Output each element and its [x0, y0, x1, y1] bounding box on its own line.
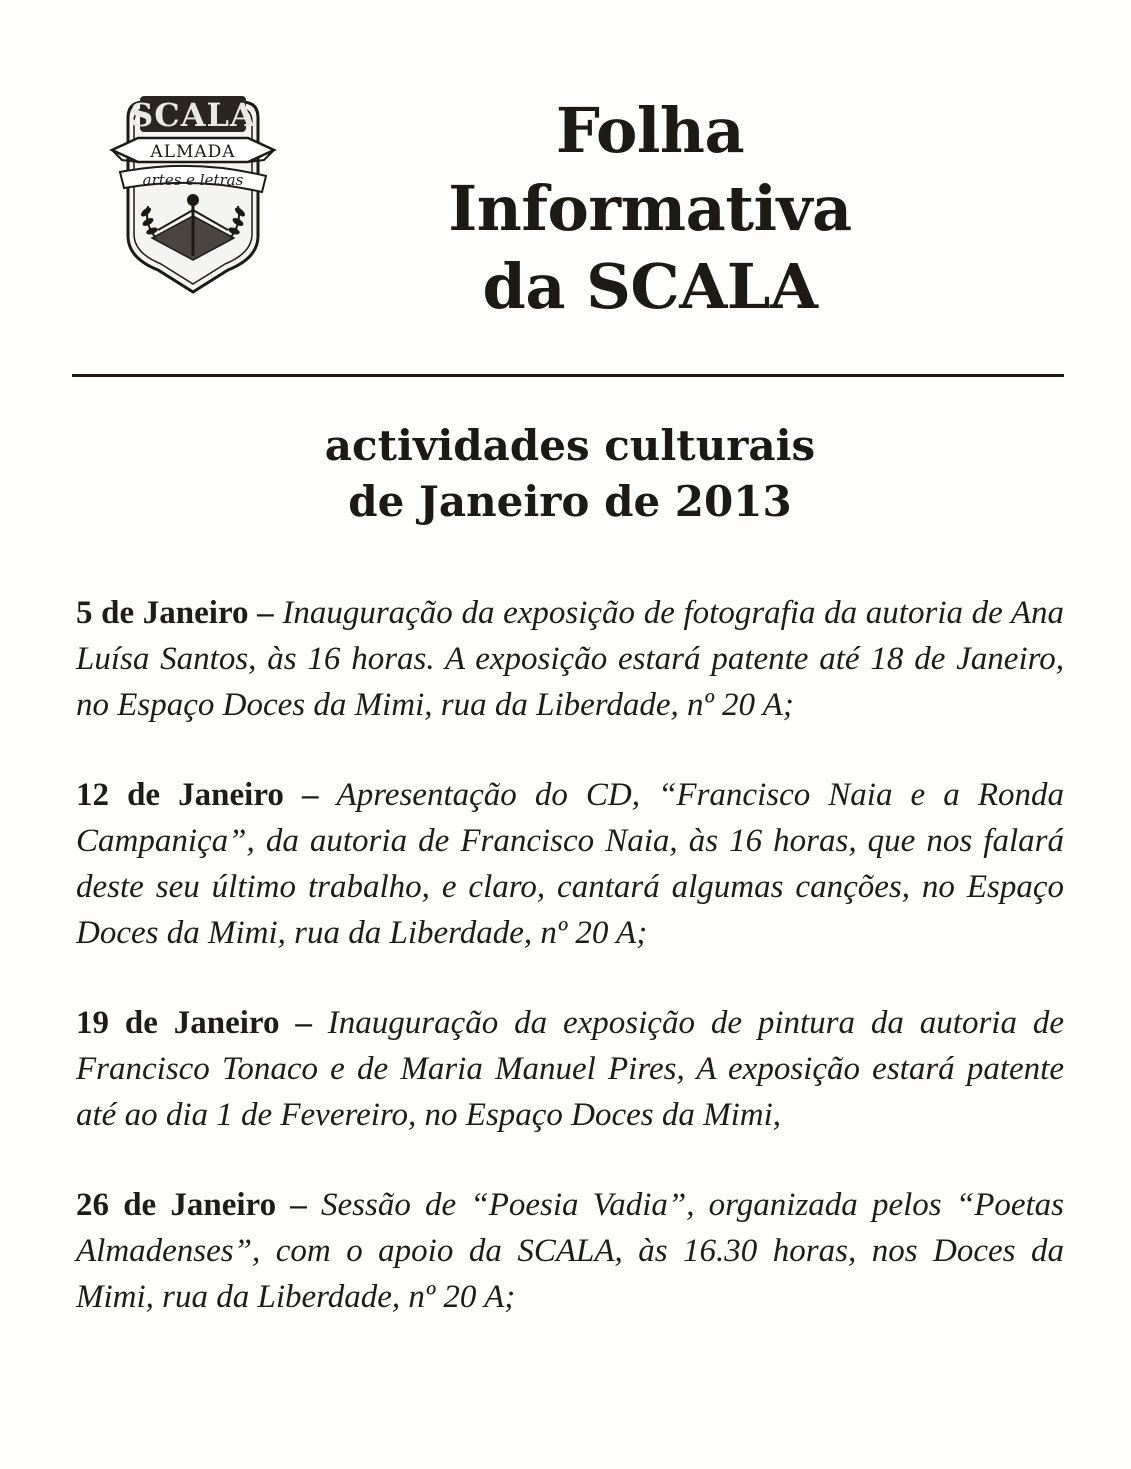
title-line-1: Folha — [555, 94, 745, 167]
header-divider — [72, 374, 1064, 377]
event-separator: – — [283, 777, 337, 813]
event-item — [76, 590, 1064, 728]
event-date: 5 de Janeiro — [76, 595, 249, 631]
event-item — [76, 772, 1064, 956]
event-item — [76, 1182, 1064, 1320]
document-title — [400, 92, 900, 326]
subtitle-line-1: actividades culturais — [324, 421, 816, 470]
subtitle-line-2: de Janeiro de 2013 — [348, 477, 792, 526]
event-separator: – — [279, 1005, 328, 1041]
logo-name-text: SCALA — [130, 96, 256, 134]
event-description: Apresentação do CD, “Francisco Naia e a Ronda Campaniça”, da autoria de Francisco Naia, às 16 horas, que nos falará deste seu último trabalho, e claro, cantará algumas canções, no Espaço Doces da Mimi, rua da Liberdade, nº 20 A; — [76, 777, 1064, 951]
logo-banner-text: ALMADA — [150, 142, 236, 162]
section-subtitle — [150, 418, 990, 530]
event-date: 19 de Janeiro — [76, 1005, 280, 1041]
event-separator: – — [276, 1187, 321, 1223]
event-description: Sessão de “Poesia Vadia”, organizada pelos “Poetas Almadenses”, com o apoio da SCALA, às 16.30 horas, nos Doces da Mimi, rua da Liberdade, nº 20 A; — [76, 1187, 1065, 1315]
event-description: Inauguração da exposição de fotografia da autoria de Ana Luísa Santos, às 16 horas. A exposição estará patente até 18 de Janeiro, no Espaço Doces da Mimi, rua da Liberdade, nº 20 A; — [76, 595, 1064, 723]
logo-motto-text: artes e letras — [142, 171, 244, 189]
event-item — [76, 1000, 1064, 1138]
title-line-2: Informativa — [448, 172, 852, 245]
event-date: 26 de Janeiro — [76, 1187, 277, 1223]
events-list — [76, 590, 1064, 1364]
scala-crest-logo — [108, 88, 278, 294]
event-date: 12 de Janeiro — [76, 777, 284, 813]
title-line-3: da SCALA — [482, 250, 818, 323]
event-description: Inauguração da exposição de pintura da autoria de Francisco Tonaco e de Maria Manuel Pires, A exposição estará patente até ao dia 1 de Fevereiro, no Espaço Doces da Mimi, — [76, 1005, 1064, 1133]
event-separator: – — [248, 595, 283, 631]
